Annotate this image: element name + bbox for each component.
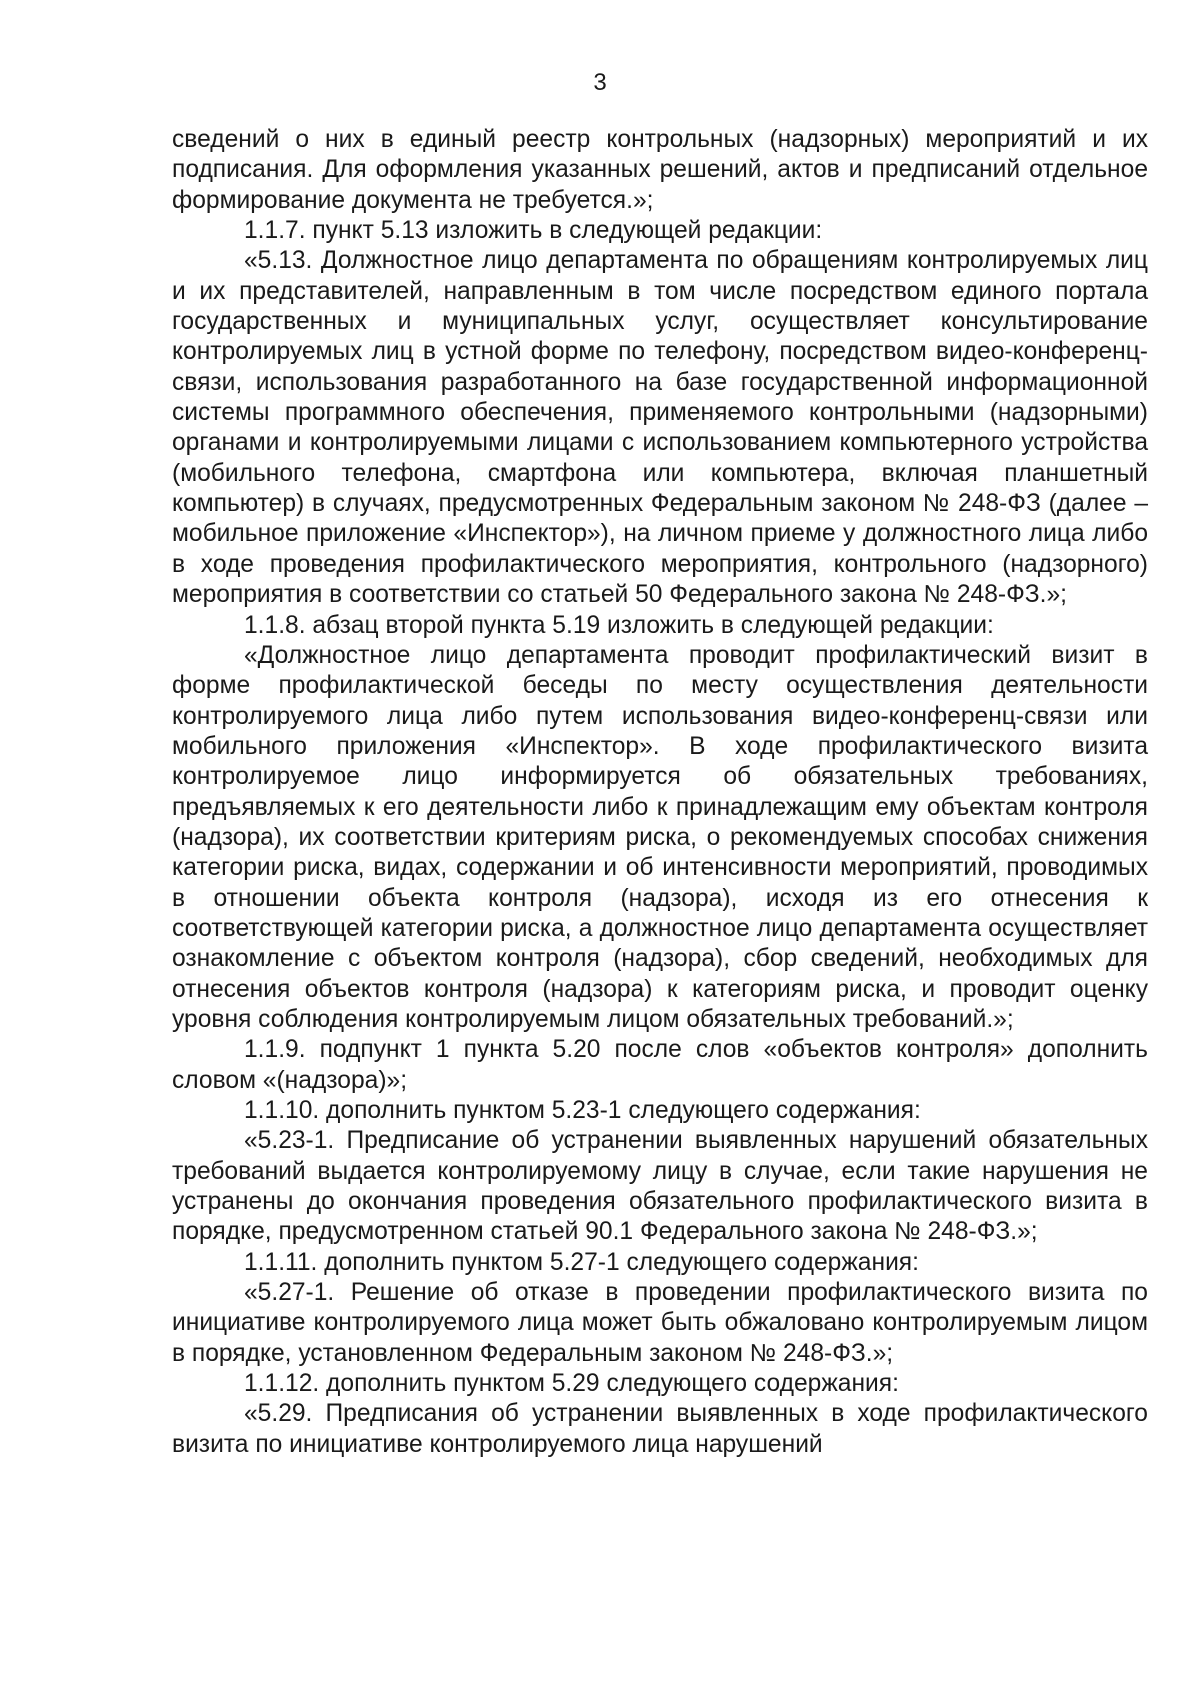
paragraph-5-23-1: «5.23-1. Предписание об устранении выявленных нарушений обязательных требований выдается контролируемому лицу в случае, если такие нарушения не устранены до окончания проведения обязательного профилактического визита в порядке, предусмотренном статьей 90.1 Федерального закона № 248-ФЗ.»; bbox=[172, 1127, 1148, 1246]
paragraph-5-13: «5.13. Должностное лицо департамента по обращениям контролируемых лиц и их представителей, направленным в том числе посредством единого портала государственных и муниципальных услуг, осуществляет консультирование контролируемых лиц в устной форме по телефону, посредством видео-конференц-связи, использования разработанного на базе государственной информационной системы программного обеспечения, применяемого контрольными (надзорными) органами и контролируемыми лицами с использованием компьютерного устройства (мобильного телефона, смартфона или компьютера, включая планшетный компьютер) в случаях, предусмотренных Федеральным законом № 248-ФЗ (далее – мобильное приложение «Инспектор»), на личном приеме у должностного лица либо в ходе проведения профилактического мероприятия, контрольного (надзорного) мероприятия в соответствии со статьей 50 Федерального закона № 248-ФЗ.»; bbox=[172, 247, 1148, 609]
paragraph-1-1-12: 1.1.12. дополнить пунктом 5.29 следующего содержания: bbox=[244, 1370, 899, 1398]
paragraph-5-27-1: «5.27-1. Решение об отказе в проведении профилактического визита по инициативе контролируемого лица может быть обжаловано контролируемым лицом в порядке, установленном Федеральным законом № 248-ФЗ.»; bbox=[172, 1279, 1148, 1367]
page-number: 3 bbox=[593, 69, 607, 96]
document-body bbox=[172, 125, 1148, 1460]
paragraph-1-1-9: 1.1.9. подпункт 1 пункта 5.20 после слов «объектов контроля» дополнить словом «(надзора)»; bbox=[172, 1036, 1148, 1094]
paragraph-1-1-7: 1.1.7. пункт 5.13 изложить в следующей редакции: bbox=[244, 217, 823, 245]
paragraph-5-29: «5.29. Предписания об устранении выявленных в ходе профилактического визита по инициативе контролируемого лица нарушений bbox=[172, 1400, 1148, 1458]
paragraph-1-1-11: 1.1.11. дополнить пунктом 5.27-1 следующего содержания: bbox=[244, 1248, 919, 1276]
paragraph-continuation: сведений о них в единый реестр контрольных (надзорных) мероприятий и их подписания. Для оформления указанных решений, актов и предписаний отдельное формирование документа не требуется.»; bbox=[172, 126, 1148, 214]
paragraph-1-1-10: 1.1.10. дополнить пунктом 5.23-1 следующего содержания: bbox=[244, 1097, 921, 1124]
paragraph-5-19-text: «Должностное лицо департамента проводит профилактический визит в форме профилактической беседы по месту осуществления деятельности контролируемого лица либо путем использования видео-конференц-связи или мобильного приложения «Инспектор». В ходе профилактического визита контролируемое лицо информируется об обязательных требованиях, предъявляемых к его деятельности либо к принадлежащим ему объектам контроля (надзора), их соответствии критериям риска, о рекомендуемых способах снижения категории риска, видах, содержании и об интенсивности мероприятий, проводимых в отношении объекта контроля (надзора), исходя из его отнесения к соответствующей категории риска, а должностное лицо департамента осуществляет ознакомление с объектом контроля (надзора), сбор сведений, необходимых для отнесения объектов контроля (надзора) к категориям риска, и проводит оценку уровня соблюдения контролируемым лицом обязательных требований.»; bbox=[172, 641, 1148, 1033]
paragraph-1-1-8: 1.1.8. абзац второй пункта 5.19 изложить в следующей редакции: bbox=[244, 611, 994, 639]
